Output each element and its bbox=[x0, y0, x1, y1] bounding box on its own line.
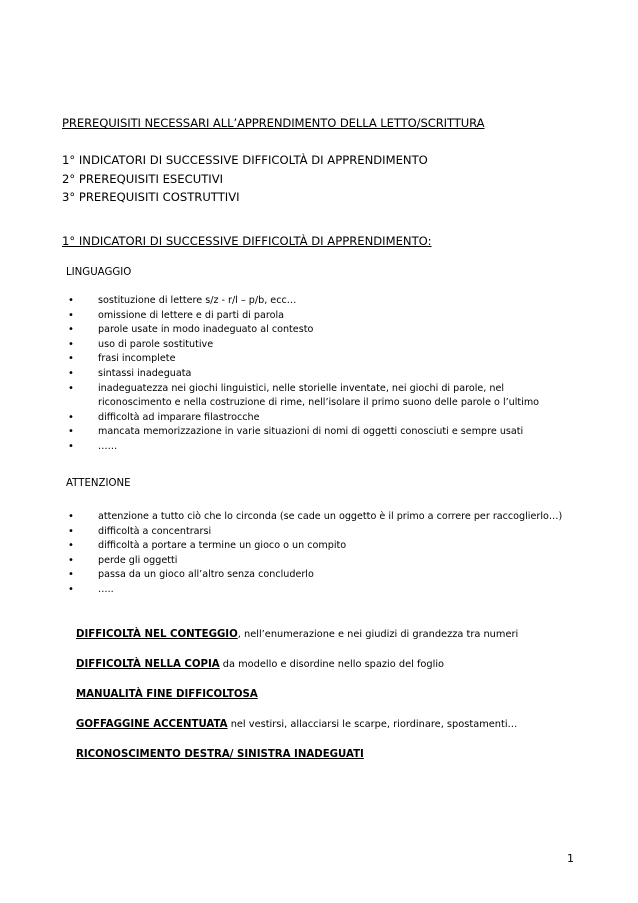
goffaggine-text: nel vestirsi, allacciarsi le scarpe, riordinare, spostamenti… bbox=[227, 719, 518, 730]
copia-text: da modello e disordine nello spazio del foglio bbox=[219, 659, 445, 670]
copia-line bbox=[76, 659, 444, 670]
list-item: • passa da un gioco all’altro senza concluderlo bbox=[66, 568, 566, 583]
list-item: • ….. bbox=[66, 583, 566, 598]
section-heading: 1° INDICATORI DI SUCCESSIVE DIFFICOLTÀ DI APPRENDIMENTO: bbox=[62, 234, 432, 248]
list-item: • difficoltà ad imparare filastrocche bbox=[66, 411, 566, 426]
toc-item: 1° INDICATORI DI SUCCESSIVE DIFFICOLTÀ DI APPRENDIMENTO bbox=[62, 153, 428, 167]
goffaggine-label: GOFFAGGINE ACCENTUATA bbox=[76, 719, 228, 730]
list-item: • frasi incomplete bbox=[66, 352, 566, 367]
list-item: • sintassi inadeguata bbox=[66, 367, 566, 382]
attenzione-list bbox=[66, 510, 566, 598]
conteggio-text: , nell’enumerazione e nei giudizi di grandezza tra numeri bbox=[237, 629, 519, 640]
manualita-label: MANUALITÀ FINE DIFFICOLTOSA bbox=[76, 689, 258, 700]
destra-sinistra-label: RICONOSCIMENTO DESTRA/ SINISTRA INADEGUATI bbox=[76, 749, 364, 760]
list-item: • mancata memorizzazione in varie situazioni di nomi di oggetti conosciuti e sempre usati bbox=[66, 425, 566, 440]
list-item: • difficoltà a concentrarsi bbox=[66, 525, 566, 540]
table-of-contents bbox=[62, 151, 428, 207]
linguaggio-list bbox=[66, 294, 566, 455]
linguaggio-heading: LINGUAGGIO bbox=[66, 267, 132, 278]
conteggio-line bbox=[76, 629, 518, 640]
toc-item: 3° PREREQUISITI COSTRUTTIVI bbox=[62, 190, 240, 204]
attenzione-heading: ATTENZIONE bbox=[66, 478, 131, 489]
list-item: • omissione di lettere e di parti di parola bbox=[66, 309, 566, 324]
list-item: • difficoltà a portare a termine un gioco o un compito bbox=[66, 539, 566, 554]
list-item: • perde gli oggetti bbox=[66, 554, 566, 569]
destra-sinistra-line bbox=[76, 749, 364, 760]
copia-label: DIFFICOLTÀ NELLA COPIA bbox=[76, 659, 220, 670]
page-number: 1 bbox=[567, 852, 574, 865]
list-item: • attenzione a tutto ciò che lo circonda (se cade un oggetto è il primo a correre per raccoglierlo…) bbox=[66, 510, 566, 525]
list-item: • uso di parole sostitutive bbox=[66, 338, 566, 353]
goffaggine-line bbox=[76, 719, 517, 730]
document-title: PREREQUISITI NECESSARI ALL’APPRENDIMENTO DELLA LETTO/SCRITTURA bbox=[62, 116, 485, 130]
conteggio-label: DIFFICOLTÀ NEL CONTEGGIO bbox=[76, 629, 238, 640]
manualita-line bbox=[76, 689, 258, 700]
list-item: • inadeguatezza nei giochi linguistici, nelle storielle inventate, nei giochi di parole, nel riconoscimento e nella costruzione di rime, nell’isolare il primo suono delle parole o l’ultimo bbox=[66, 382, 566, 411]
list-item: • sostituzione di lettere s/z - r/l – p/b, ecc… bbox=[66, 294, 566, 309]
toc-item: 2° PREREQUISITI ESECUTIVI bbox=[62, 171, 224, 186]
list-item: • …… bbox=[66, 440, 566, 455]
list-item: • parole usate in modo inadeguato al contesto bbox=[66, 323, 566, 338]
